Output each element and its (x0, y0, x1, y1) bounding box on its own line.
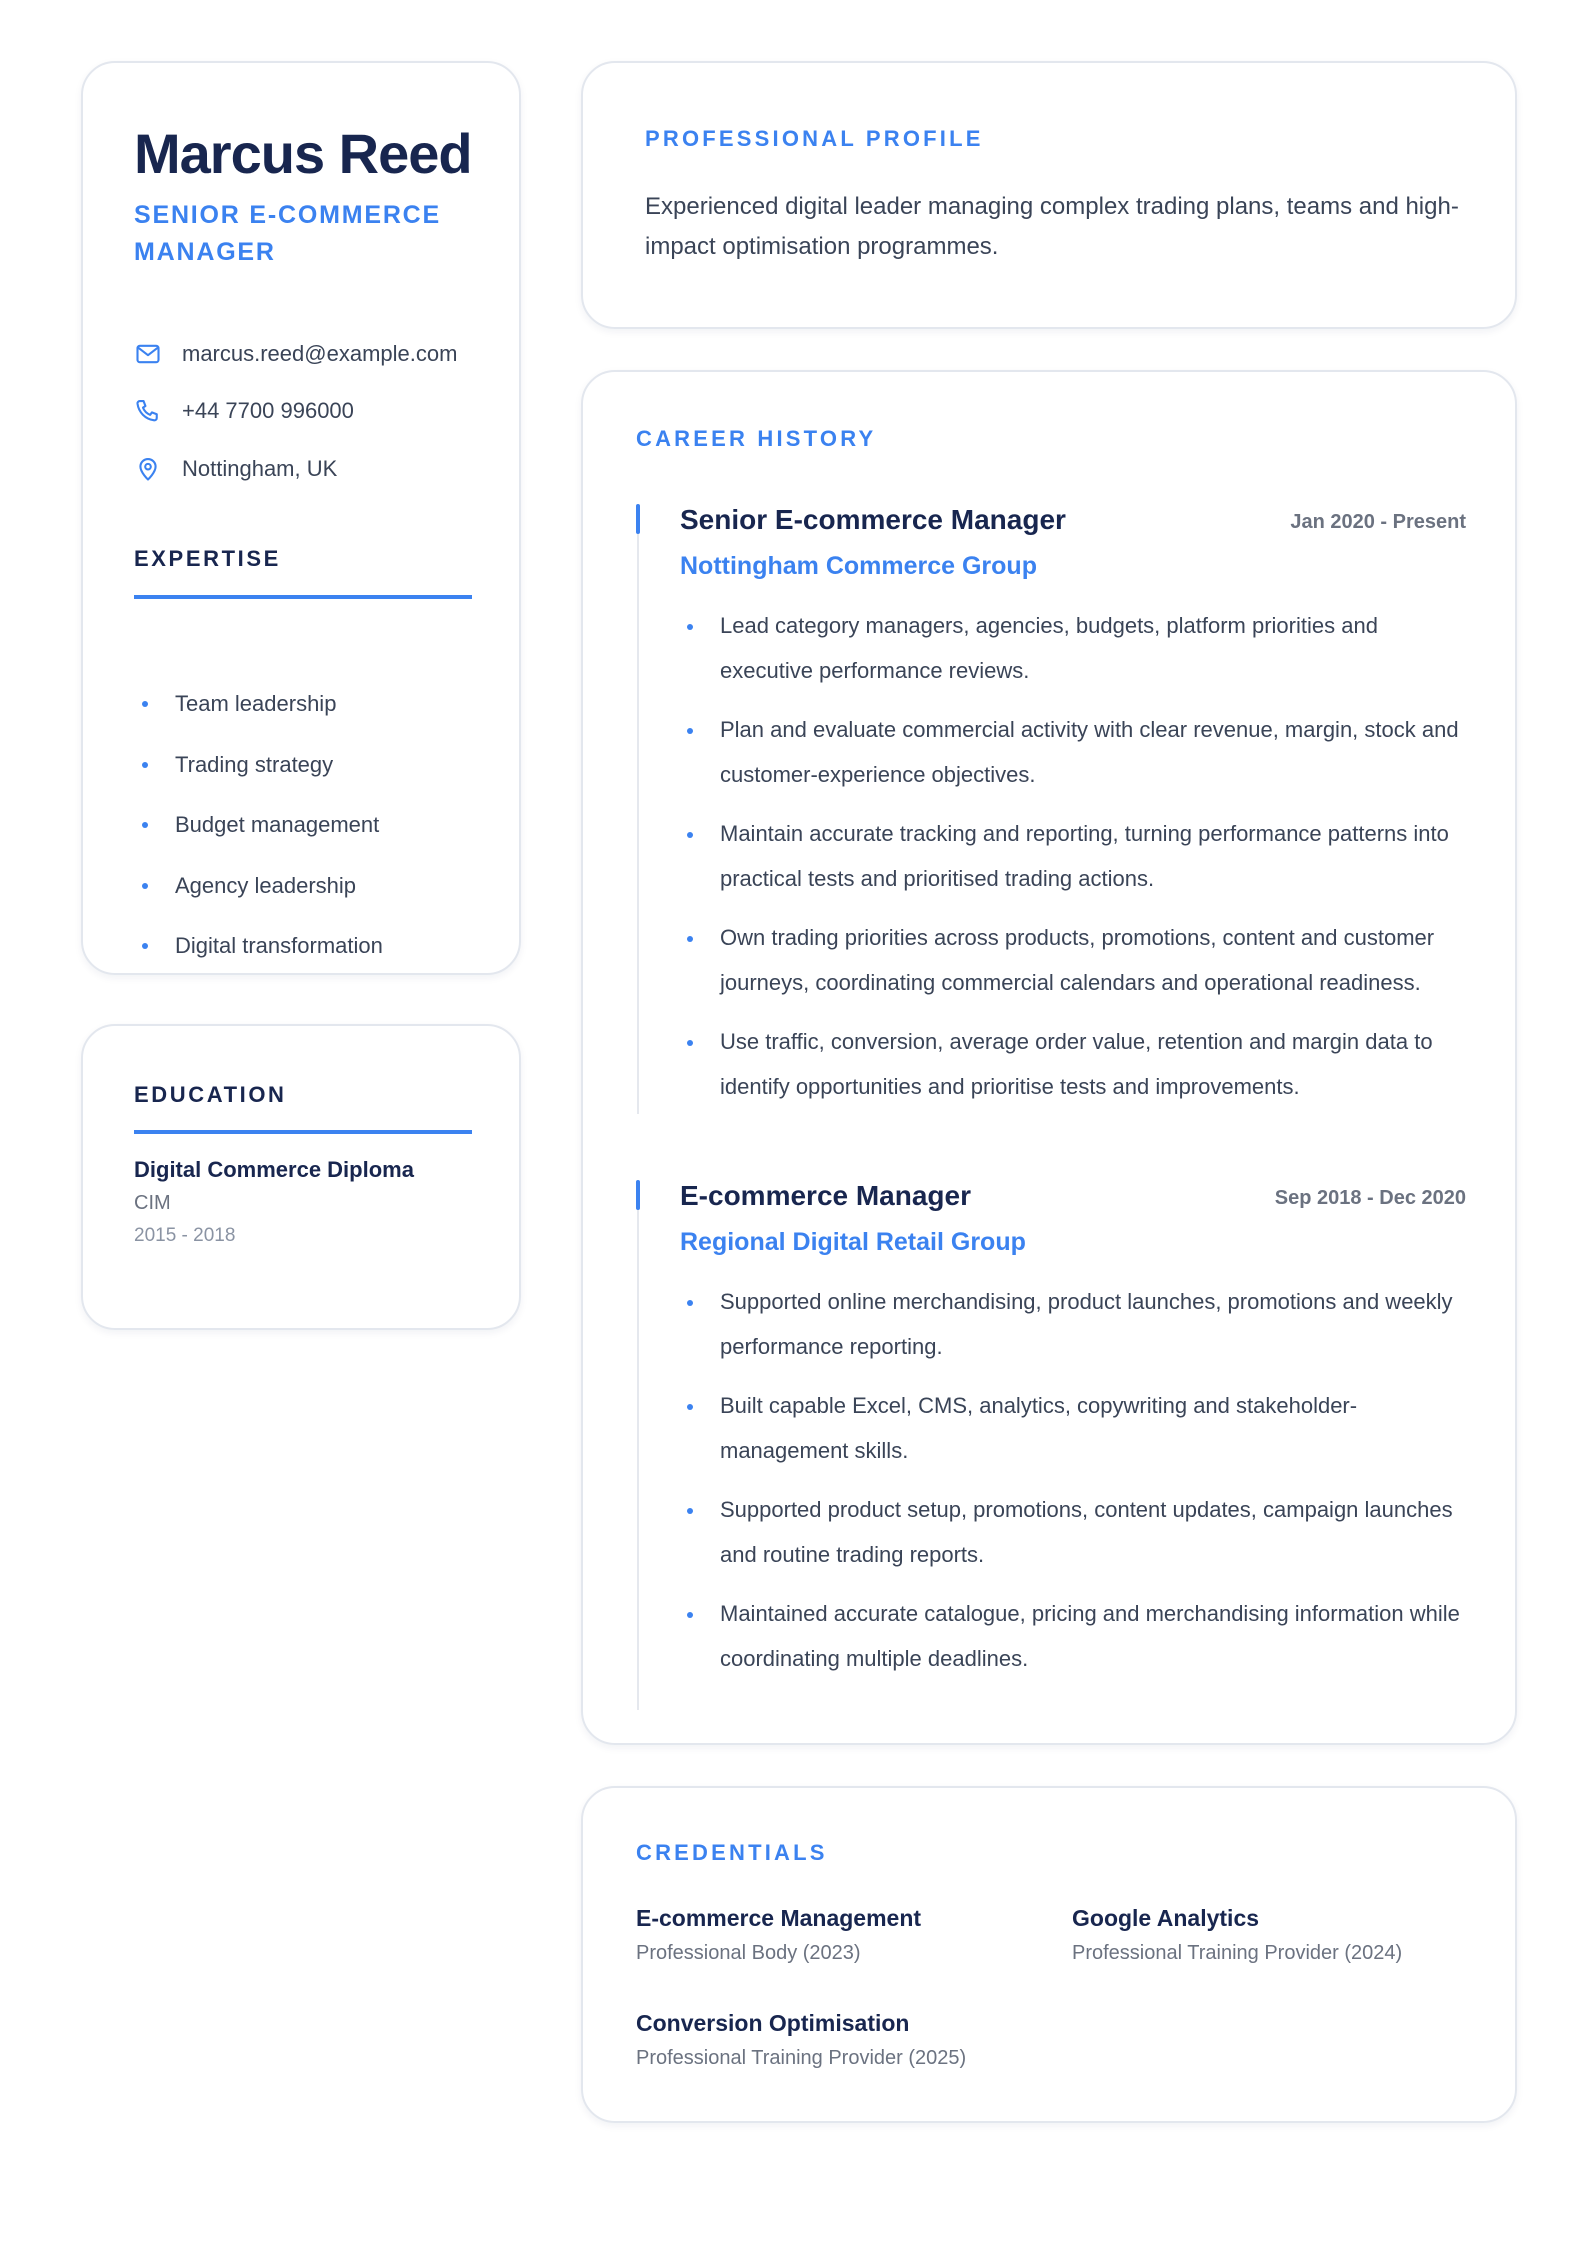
bullet-icon (142, 822, 148, 828)
list-item (134, 674, 474, 735)
contact-location (134, 440, 494, 498)
candidate-name: Marcus Reed (134, 122, 472, 185)
education-card (81, 1024, 521, 1330)
summary-card (581, 61, 1517, 329)
list-item (680, 1280, 1466, 1369)
mail-icon (134, 340, 162, 368)
credential-meta: Professional Training Provider (2025) (636, 2047, 967, 2069)
contact-location-text: Nottingham, UK (182, 455, 338, 481)
credentials-card (581, 1786, 1517, 2123)
bullet-icon (142, 762, 148, 768)
expertise-item: Agency leadership (175, 872, 357, 898)
list-item (134, 795, 474, 856)
contact-email[interactable] (134, 325, 494, 383)
job-title: E-commerce Manager (680, 1180, 972, 1211)
job-accent-bar (636, 504, 640, 534)
bullet-icon (687, 624, 693, 630)
job-entry (636, 504, 1466, 1124)
credential-item (636, 2010, 966, 2070)
job-dates: Jan 2020 - Present (1290, 511, 1466, 533)
education-rule (134, 1130, 472, 1134)
bullet-icon (687, 1612, 693, 1618)
job-bullet-text: Use traffic, conversion, average order value, retention and margin data to identify opportunities and prioritise tests and improvements. (720, 1029, 1433, 1099)
job-bullet-text: Own trading priorities across products, promotions, content and customer journeys, coordinating commercial calendars and operational readiness. (720, 925, 1435, 995)
expertise-rule (134, 595, 472, 599)
credential-name: E-commerce Management (636, 1905, 922, 1931)
list-item (134, 856, 474, 917)
education-heading: EDUCATION (134, 1082, 287, 1107)
expertise-item: Team leadership (175, 691, 337, 717)
contact-email-text: marcus.reed@example.com (182, 340, 458, 366)
bullet-icon (687, 832, 693, 838)
job-bullet-text: Maintained accurate catalogue, pricing and merchandising information while coordinating multiple deadlines. (720, 1601, 1460, 1671)
career-heading: CAREER HISTORY (636, 426, 877, 451)
bullet-icon (687, 728, 693, 734)
credential-name: Google Analytics (1072, 1905, 1260, 1931)
candidate-role: SENIOR E-COMMERCE MANAGER (134, 201, 442, 266)
bullet-icon (687, 1040, 693, 1046)
bullet-icon (687, 1404, 693, 1410)
list-item (134, 735, 474, 796)
summary-text: Experienced digital leader managing complex trading plans, teams and high-impact optimisation programmes. (645, 193, 1459, 260)
contact-phone[interactable] (134, 383, 494, 441)
list-item (680, 1488, 1466, 1577)
bullet-icon (687, 1508, 693, 1514)
bullet-icon (142, 701, 148, 707)
bullet-icon (687, 1300, 693, 1306)
expertise-item: Budget management (175, 812, 380, 838)
list-item (680, 708, 1466, 797)
credential-item (1072, 1905, 1402, 1965)
job-bullets (680, 604, 1466, 1124)
credential-meta: Professional Training Provider (2024) (1072, 1942, 1403, 1964)
job-entry (636, 1180, 1466, 1700)
list-item (680, 604, 1466, 693)
list-item (680, 916, 1466, 1005)
location-pin-icon (134, 455, 162, 483)
education-degree: Digital Commerce Diploma (134, 1157, 414, 1182)
job-bullet-text: Maintain accurate tracking and reporting, turning performance patterns into practical tests and prioritised trading actions. (720, 821, 1449, 891)
credential-item (636, 1905, 921, 1965)
job-timeline-line (637, 534, 639, 1114)
job-bullet-text: Plan and evaluate commercial activity with clear revenue, margin, stock and customer-experience objectives. (720, 717, 1459, 787)
list-item (680, 1592, 1466, 1681)
phone-icon (134, 397, 162, 425)
list-item (680, 1384, 1466, 1473)
expertise-heading: EXPERTISE (134, 546, 281, 571)
contact-list (134, 325, 494, 498)
education-years: 2015 - 2018 (134, 1225, 236, 1246)
job-accent-bar (636, 1180, 640, 1210)
job-bullet-text: Supported online merchandising, product launches, promotions and weekly performance reporting. (720, 1289, 1453, 1359)
job-bullet-text: Lead category managers, agencies, budgets, platform priorities and executive performance reviews. (720, 613, 1378, 683)
summary-heading: PROFESSIONAL PROFILE (645, 126, 984, 151)
job-dates: Sep 2018 - Dec 2020 (1274, 1187, 1466, 1209)
profile-card (81, 61, 521, 975)
expertise-item: Digital transformation (175, 933, 383, 959)
bullet-icon (142, 943, 148, 949)
job-bullet-text: Built capable Excel, CMS, analytics, copywriting and stakeholder-management skills. (720, 1393, 1358, 1463)
career-card (581, 370, 1517, 1745)
bullet-icon (142, 883, 148, 889)
expertise-list (134, 674, 474, 977)
bullet-icon (687, 936, 693, 942)
expertise-item: Trading strategy (175, 751, 334, 777)
job-bullets (680, 1280, 1466, 1696)
credential-name: Conversion Optimisation (636, 2010, 910, 2036)
job-company: Regional Digital Retail Group (680, 1228, 1026, 1256)
list-item (680, 812, 1466, 901)
job-title: Senior E-commerce Manager (680, 504, 1066, 535)
job-timeline-line (637, 1210, 639, 1710)
education-institution: CIM (134, 1192, 171, 1214)
credential-meta: Professional Body (2023) (636, 1942, 861, 1964)
job-bullet-text: Supported product setup, promotions, content updates, campaign launches and routine trading reports. (720, 1497, 1453, 1567)
contact-phone-text: +44 7700 996000 (182, 398, 354, 424)
list-item (680, 1020, 1466, 1109)
credentials-heading: CREDENTIALS (636, 1840, 828, 1865)
job-company: Nottingham Commerce Group (680, 552, 1037, 580)
list-item (134, 916, 474, 977)
